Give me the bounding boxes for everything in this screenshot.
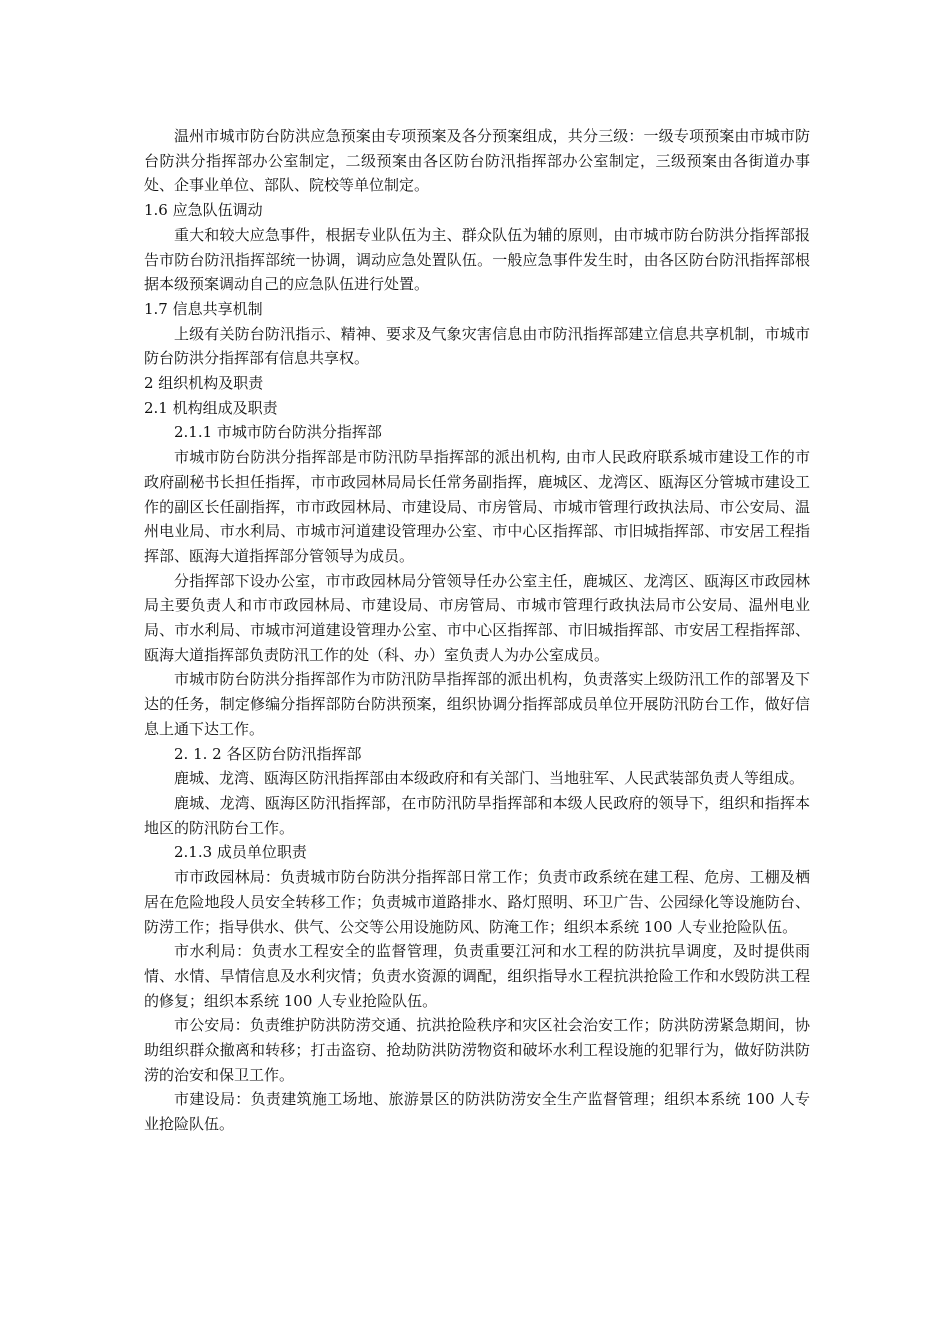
paragraph-municipal-gardens-bureau: 市市政园林局：负责城市防台防洪分指挥部日常工作；负责市政系统在建工程、危房、工棚及栖居在危险地段人员安全转移工作；负责城市道路排水、路灯照明、环卫广告、公园绿化等设施防台、防涝工作；指导供水、供气、公交等公用设施防风、防淹工作；组织本系统 100 人专业抢险队伍。	[144, 868, 810, 936]
paragraph-sub-command-duties: 市城市防台防洪分指挥部作为市防汛防旱指挥部的派出机构，负责落实上级防汛工作的部署及下达的任务，制定修编分指挥部防台防洪预案，组织协调分指挥部成员单位开展防汛防台工作，做好信息上通下达工作。	[144, 670, 810, 738]
paragraph-district-composition: 鹿城、龙湾、瓯海区防汛指挥部由本级政府和有关部门、当地驻军、人民武装部负责人等组成。	[174, 769, 805, 788]
heading-1-7: 1.7 信息共享机制	[144, 299, 263, 318]
heading-1-6: 1.6 应急队伍调动	[144, 201, 263, 220]
heading-2-1-1: 2.1.1 市城市防台防洪分指挥部	[174, 423, 382, 442]
paragraph-team-dispatch: 重大和较大应急事件，根据专业队伍为主、群众队伍为辅的原则，由市城市防台防洪分指挥部报告市防台防汛指挥部统一协调，调动应急处置队伍。一般应急事件发生时，由各区防台防汛指挥部根据本级预案调动自己的应急队伍进行处置。	[144, 225, 810, 294]
paragraph-district-duties: 鹿城、龙湾、瓯海区防汛指挥部，在市防汛防旱指挥部和本级人民政府的领导下，组织和指挥本地区的防汛防台工作。	[144, 793, 810, 837]
paragraph-water-bureau: 市水利局：负责水工程安全的监督管理，负责重要江河和水工程的防洪抗旱调度，及时提供雨情、水情、旱情信息及水利灾情；负责水资源的调配，组织指导水工程抗洪抢险工作和水毁防洪工程的修复；组织本系统 100 人专业抢险队伍。	[144, 942, 810, 1010]
heading-2: 2 组织机构及职责	[144, 374, 264, 393]
paragraph-info-sharing: 上级有关防台防汛指示、精神、要求及气象灾害信息由市防汛指挥部建立信息共享机制，市城市防台防洪分指挥部有信息共享权。	[144, 324, 810, 368]
paragraph-plan-composition: 温州市城市防台防洪应急预案由专项预案及各分预案组成，共分三级：一级专项预案由市城市防台防洪分指挥部办公室制定，二级预案由各区防台防汛指挥部办公室制定，三级预案由各街道办事处、企事业单位、部队、院校等单位制定。	[144, 127, 810, 195]
paragraph-sub-command-composition: 市城市防台防洪分指挥部是市防汛防旱指挥部的派出机构, 由市人民政府联系城市建设工作的市政府副秘书长担任指挥，市市政园林局局长任常务副指挥，鹿城区、龙湾区、瓯海区分管城市建设工作的副区长任副指挥，市市政园林局、市建设局、市房管局、市城市管理行政执法局、市公安局、温州电业局、市水利局、市城市河道建设管理办公室、市中心区指挥部、市旧城指挥部、市安居工程指挥部、瓯海大道指挥部分管领导为成员。	[144, 448, 810, 565]
document-page	[144, 124, 810, 1137]
paragraph-office-members: 分指挥部下设办公室，市市政园林局分管领导任办公室主任，鹿城区、龙湾区、瓯海区市政园林局主要负责人和市市政园林局、市建设局、市房管局、市城市管理行政执法局市公安局、温州电业局、市水利局、市城市河道建设管理办公室、市中心区指挥部、市旧城指挥部、市安居工程指挥部、瓯海大道指挥部负责防汛工作的处（科、办）室负责人为办公室成员。	[144, 571, 810, 664]
heading-2-1: 2.1 机构组成及职责	[144, 398, 278, 417]
heading-2-1-2: 2. 1. 2 各区防台防汛指挥部	[174, 744, 362, 763]
heading-2-1-3: 2.1.3 成员单位职责	[174, 843, 307, 862]
paragraph-construction-bureau: 市建设局：负责建筑施工场地、旅游景区的防洪防涝安全生产监督管理；组织本系统 100 人专业抢险队伍。	[144, 1090, 810, 1134]
paragraph-public-security-bureau: 市公安局：负责维护防洪防涝交通、抗洪抢险秩序和灾区社会治安工作；防洪防涝紧急期间，协助组织群众撤离和转移；打击盗窃、抢劫防洪防涝物资和破坏水利工程设施的犯罪行为，做好防洪防涝的治安和保卫工作。	[144, 1016, 810, 1084]
